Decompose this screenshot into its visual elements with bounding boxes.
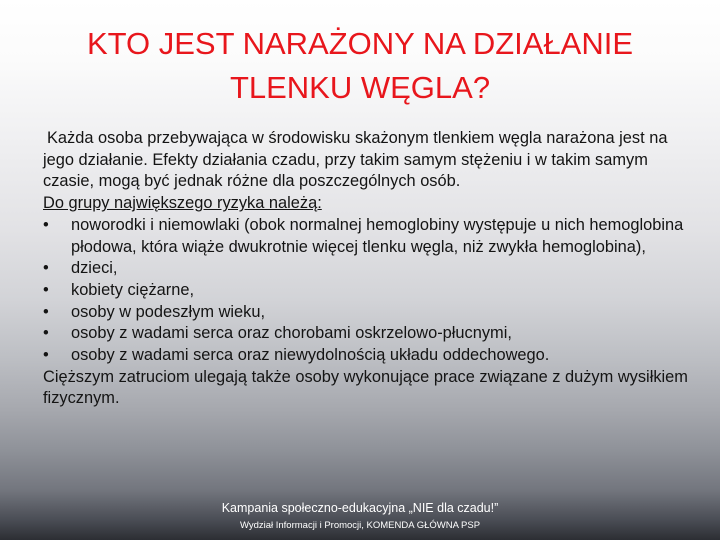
list-item — [43, 302, 693, 324]
bullet-icon: • — [43, 346, 49, 365]
list-item-text: osoby w podeszłym wieku, — [71, 302, 266, 321]
risk-group-heading: Do grupy największego ryzyka należą: — [43, 194, 322, 213]
list-item-text: dzieci, — [71, 259, 118, 278]
list-item-text: kobiety ciężarne, — [71, 280, 194, 299]
list-item-text: osoby z wadami serca oraz chorobami oskrzelowo-płucnymi, — [71, 324, 512, 343]
bullet-icon: • — [43, 280, 49, 299]
slide-title-line-2: TLENKU WĘGLA? — [229, 70, 491, 105]
list-item — [43, 280, 693, 302]
bullet-icon: • — [43, 302, 49, 321]
bullet-icon: • — [43, 215, 49, 234]
organization-footer: Wydział Informacji i Promocji, KOMENDA GŁÓWNA PSP — [239, 520, 481, 531]
slide-title-line-1: KTO JEST NARAŻONY NA DZIAŁANIE — [86, 26, 634, 61]
intro-paragraph: Każda osoba przebywająca w środowisku skażonym tlenkiem węgla narażona jest na jego działanie. Efekty działania czadu, przy takim samym stężeniu i w takim samym czasie, mogą być jednak różne dla poszczególnych osób. — [43, 129, 668, 191]
list-item — [43, 215, 693, 258]
bullet-icon: • — [43, 324, 49, 343]
slide-title — [20, 22, 700, 110]
list-item — [43, 345, 693, 367]
risk-group-list — [43, 215, 693, 367]
slide-body — [43, 128, 693, 410]
closing-paragraph: Cięższym zatruciom ulegają także osoby wykonujące prace związane z dużym wysiłkiem fizycznym. — [43, 367, 688, 408]
list-item — [43, 258, 693, 280]
list-item — [43, 323, 693, 345]
bullet-icon: • — [43, 259, 49, 278]
campaign-footer: Kampania społeczno-edukacyjna „NIE dla czadu!” — [221, 501, 499, 515]
list-item-text: osoby z wadami serca oraz niewydolnością układu oddechowego. — [71, 346, 550, 365]
list-item-text: noworodki i niemowlaki (obok normalnej hemoglobiny występuje u nich hemoglobina płodowa, która wiąże dwukrotnie więcej tlenku węgla, niż zwykła hemoglobina), — [71, 215, 684, 256]
